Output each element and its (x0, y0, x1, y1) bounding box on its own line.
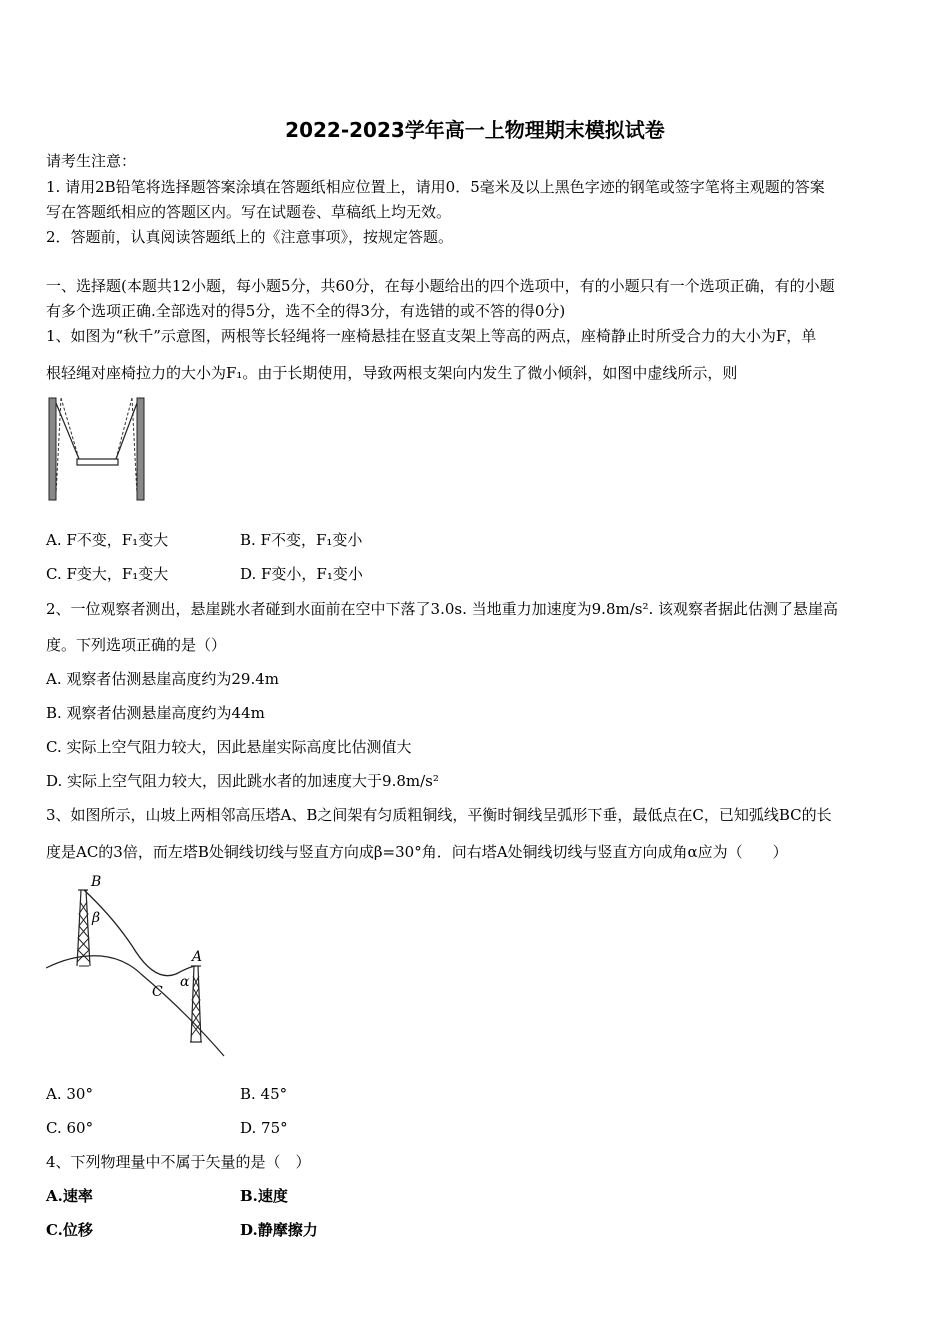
swing-figure (46, 395, 152, 505)
notice-line: 1. 请用2B铅笔将选择题答案涂填在答题纸相应位置上，请用0．5毫米及以上黑色字迹的钢笔或签字笔将主观题的答案 (46, 178, 825, 196)
question-4-stem: 4、下列物理量中不属于矢量的是（ ） (46, 1153, 311, 1171)
label-a: A (192, 949, 203, 965)
option-d: D. F变小，F₁变小 (240, 565, 363, 583)
option-a: A. 30° (46, 1085, 93, 1103)
power-line-figure (46, 870, 226, 1060)
question-3-stem: 度是AC的3倍，而左塔B处铜线切线与竖直方向成β=30°角．问右塔A处铜线切线与竖直方向成角α应为（ ） (46, 843, 788, 861)
option-c: C. F变大，F₁变大 (46, 565, 169, 583)
option-c: C. 实际上空气阻力较大，因此悬崖实际高度比估测值大 (46, 738, 412, 756)
label-beta: β (92, 910, 101, 926)
section-heading: 有多个选项正确.全部选对的得5分，选不全的得3分，有选错的或不答的得0分) (46, 302, 566, 320)
label-b: B (91, 874, 102, 890)
option-d: D. 75° (240, 1119, 288, 1137)
question-1-stem: 根轻绳对座椅拉力的大小为F₁。由于长期使用，导致两根支架向内发生了微小倾斜，如图中虚线所示，则 (46, 364, 738, 382)
page-title: 2022-2023学年高一上物理期末模拟试卷 (285, 118, 665, 142)
option-b: B. 45° (240, 1085, 288, 1103)
option-a: A. 观察者估测悬崖高度约为29.4m (46, 670, 279, 688)
notice-heading: 请考生注意： (46, 152, 137, 170)
option-d: D. 实际上空气阻力较大，因此跳水者的加速度大于9.8m/s² (46, 772, 439, 790)
notice-line: 2．答题前，认真阅读答题纸上的《注意事项》，按规定答题。 (46, 228, 454, 246)
option-c: C. 60° (46, 1119, 94, 1137)
question-3-stem: 3、如图所示，山坡上两相邻高压塔A、B之间架有匀质粗铜线，平衡时铜线呈弧形下垂，最低点在C，已知弧线BC的长 (46, 806, 832, 824)
notice-line: 写在答题纸相应的答题区内。写在试题卷、草稿纸上均无效。 (46, 203, 452, 221)
option-b: B. 观察者估测悬崖高度约为44m (46, 704, 265, 722)
question-2-stem: 2、一位观察者测出，悬崖跳水者碰到水面前在空中下落了3.0s. 当地重力加速度为9.8m/s². 该观察者据此估测了悬崖高 (46, 600, 839, 618)
option-b: B.速度 (240, 1187, 288, 1205)
question-2-stem: 度。下列选项正确的是（） (46, 636, 227, 654)
option-a: A. F不变，F₁变大 (46, 531, 169, 549)
section-heading: 一、选择题(本题共12小题，每小题5分，共60分，在每小题给出的四个选项中，有的小题只有一个选项正确，有的小题 (46, 277, 835, 295)
option-b: B. F不变，F₁变小 (240, 531, 363, 549)
option-d: D.静摩擦力 (240, 1221, 318, 1239)
label-c: C (152, 984, 163, 1000)
option-a: A.速率 (46, 1187, 93, 1205)
option-c: C.位移 (46, 1221, 93, 1239)
label-alpha: α (180, 974, 190, 990)
question-1-stem: 1、如图为“秋千”示意图，两根等长轻绳将一座椅悬挂在竖直支架上等高的两点，座椅静止时所受合力的大小为F，单 (46, 327, 817, 345)
